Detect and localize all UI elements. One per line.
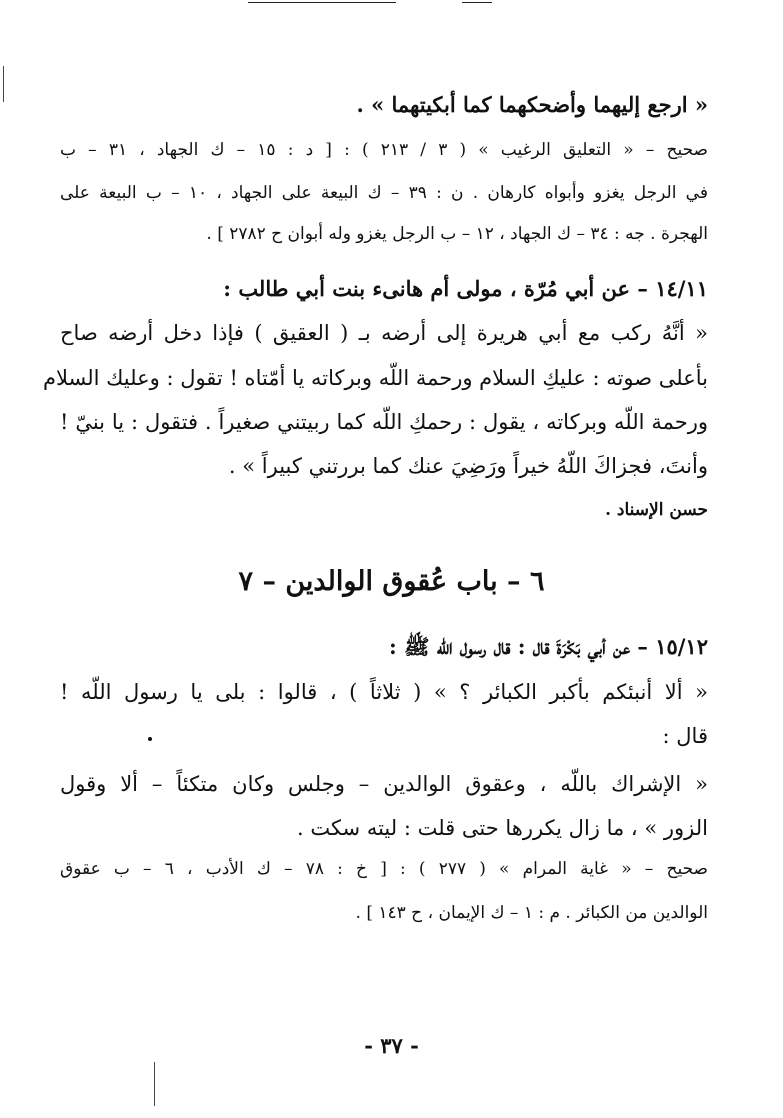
page-number: - ٣٧ - — [364, 1033, 419, 1058]
text-line-8: ورحمة اللّه وبركاته ، يقول : رحمكِ اللّه كما ربيتني صغيراً . فتقول : يا بنيّ ! — [60, 410, 708, 434]
hadith-header-15: ١٥/١٢ – عن أبي بَكْرَةَ قال : قال رسول اللّه ﷺ : — [389, 634, 708, 659]
chapter-heading: ٦ – باب عُقوق الوالدين – ٧ — [238, 566, 545, 597]
stray-dot — [148, 737, 152, 741]
top-rule — [248, 2, 396, 3]
grading-line: حسن الإسناد . — [605, 500, 708, 520]
citation-line-3: الهجرة . جه : ٣٤ – ك الجهاد ، ١٢ – ب الرجل يغزو وله أبوان ح ٢٧٨٢ ] . — [206, 224, 708, 244]
text-line-6: « أنَّهُ ركب مع أبي هريرة إلى أرضه بـ ( العقيق ) فإذا دخل أرضه صاح — [60, 321, 708, 345]
text-line-7: بأعلى صوته : عليكِ السلام ورحمة اللّه وبركاته يا أمّتاه ! تقول : وعليك السلام — [42, 366, 708, 390]
text-line-1: « ارجع إليهما وأضحكهما كما أبكيتهما » . — [356, 92, 708, 117]
bottom-margin-mark — [154, 1062, 155, 1106]
hadith-header-14: ١٤/١١ – عن أبي مُرّة ، مولى أم هانىء بنت أبي طالب : — [223, 276, 708, 301]
citation-line-4: صحيح – « غاية المرام » ( ٢٧٧ ) : [ خ : ٧٨ – ك الأدب ، ٦ – ب عقوق — [60, 859, 708, 879]
text-line-14: « الإشراك باللّه ، وعقوق الوالدين – وجلس وكان متكئاً – ألا وقول — [60, 772, 708, 796]
left-margin-mark — [3, 66, 4, 102]
text-line-9: وأنتَ، فجزاكَ اللّهُ خيراً ورَضِيَ عنك كما بررتني كبيراً » . — [228, 454, 708, 478]
citation-line-2: في الرجل يغزو وأبواه كارهان . ن : ٣٩ – ك البيعة على الجهاد ، ١٠ – ب البيعة على — [60, 183, 708, 203]
citation-line-5: الوالدين من الكبائر . م : ١ – ك الإيمان ، ح ١٤٣ ] . — [355, 903, 708, 923]
text-line-15: الزور » ، ما زال يكررها حتى قلت : ليته سكت . — [296, 816, 708, 840]
text-line-12: « ألا أنبئكم بأكبر الكبائر ؟ » ( ثلاثاً ) ، قالوا : بلى يا رسول اللّه ! — [60, 680, 708, 704]
citation-line-1: صحيح – « التعليق الرغيب » ( ٣ / ٢١٣ ) : [ د : ١٥ – ك الجهاد ، ٣١ – ب — [60, 140, 708, 160]
top-rule-short — [462, 2, 492, 3]
text-line-13: قال : — [662, 724, 708, 748]
